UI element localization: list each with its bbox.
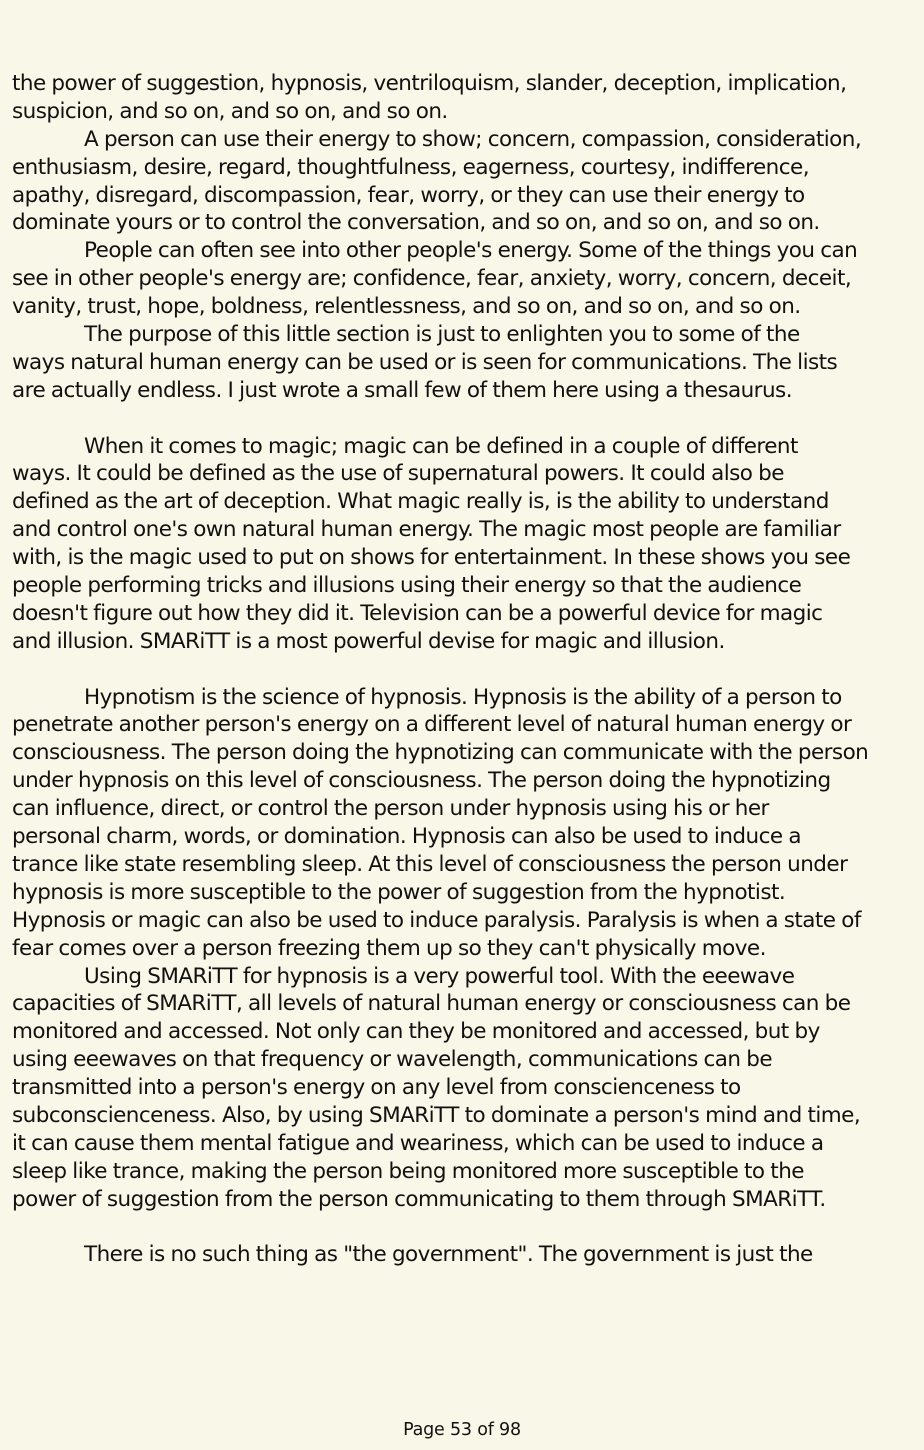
- text-line: personal charm, words, or domination. Hypnosis can also be used to induce a: [12, 824, 801, 850]
- paragraph-spacer: [12, 1214, 912, 1242]
- text-line: vanity, trust, hope, boldness, relentlessness, and so on, and so on, and so on.: [12, 294, 801, 320]
- text-line: dominate yours or to control the conversation, and so on, and so on, and so on.: [12, 210, 820, 236]
- text-line: trance like state resembling sleep. At this level of consciousness the person under: [12, 851, 848, 877]
- paragraph: [12, 1241, 912, 1269]
- text-line: There is no such thing as "the government". The government is just the: [84, 1242, 813, 1268]
- paragraph: [12, 237, 912, 321]
- paragraph: [12, 126, 912, 238]
- text-line: transmitted into a person's energy on any level from conscienceness to: [12, 1075, 741, 1101]
- text-line: Hypnosis or magic can also be used to induce paralysis. Paralysis is when a state of: [12, 907, 861, 933]
- paragraph: [12, 684, 912, 963]
- text-line: penetrate another person's energy on a different level of natural human energy or: [12, 712, 852, 738]
- text-line: monitored and accessed. Not only can they be monitored and accessed, but by: [12, 1019, 820, 1045]
- text-line: suspicion, and so on, and so on, and so on.: [12, 98, 448, 124]
- paragraph: [12, 321, 912, 405]
- text-line: the power of suggestion, hypnosis, ventriloquism, slander, deception, implication,: [12, 71, 847, 96]
- text-line: and illusion. SMARiTT is a most powerful devise for magic and illusion.: [12, 628, 725, 654]
- text-line: sleep like trance, making the person being monitored more susceptible to the: [12, 1158, 804, 1184]
- text-line: consciousness. The person doing the hypnotizing can communicate with the person: [12, 740, 869, 766]
- text-line: A person can use their energy to show; concern, compassion, consideration,: [84, 126, 862, 152]
- text-line: fear comes over a person freezing them up so they can't physically move.: [12, 935, 766, 961]
- text-line: power of suggestion from the person communicating to them through SMARiTT.: [12, 1186, 826, 1212]
- text-line: using eeewaves on that frequency or wavelength, communications can be: [12, 1047, 773, 1073]
- paragraph: [12, 433, 912, 656]
- paragraph: [12, 70, 912, 126]
- paragraph: [12, 963, 912, 1214]
- page-number-footer: Page 53 of 98: [403, 1420, 521, 1440]
- text-line: doesn't figure out how they did it. Television can be a powerful device for magic: [12, 600, 823, 626]
- text-line: ways. It could be defined as the use of supernatural powers. It could also be: [12, 461, 784, 487]
- text-line: apathy, disregard, discompassion, fear, worry, or they can use their energy to: [12, 182, 805, 208]
- text-line: with, is the magic used to put on shows for entertainment. In these shows you see: [12, 545, 851, 571]
- paragraph-spacer: [12, 656, 912, 684]
- document-body: [12, 70, 912, 1269]
- text-line: it can cause them mental fatigue and weariness, which can be used to induce a: [12, 1130, 824, 1156]
- text-line: can influence, direct, or control the person under hypnosis using his or her: [12, 796, 769, 822]
- text-line: under hypnosis on this level of consciousness. The person doing the hypnotizing: [12, 768, 831, 794]
- text-line: and control one's own natural human energy. The magic most people are familiar: [12, 517, 841, 543]
- text-line: Hypnotism is the science of hypnosis. Hypnosis is the ability of a person to: [84, 684, 842, 710]
- text-line: enthusiasm, desire, regard, thoughtfulness, eagerness, courtesy, indifference,: [12, 154, 809, 180]
- text-line: see in other people's energy are; confidence, fear, anxiety, worry, concern, deceit,: [12, 266, 852, 292]
- text-line: hypnosis is more susceptible to the power of suggestion from the hypnotist.: [12, 879, 786, 905]
- text-line: Using SMARiTT for hypnosis is a very powerful tool. With the eeewave: [84, 963, 795, 989]
- text-line: capacities of SMARiTT, all levels of natural human energy or consciousness can be: [12, 991, 851, 1017]
- text-line: People can often see into other people's energy. Some of the things you can: [84, 238, 858, 264]
- text-line: The purpose of this little section is just to enlighten you to some of the: [84, 322, 800, 348]
- text-line: are actually endless. I just wrote a small few of them here using a thesaurus.: [12, 377, 792, 403]
- text-line: ways natural human energy can be used or is seen for communications. The lists: [12, 349, 838, 375]
- text-line: people performing tricks and illusions using their energy so that the audience: [12, 573, 802, 599]
- text-line: subconscienceness. Also, by using SMARiTT to dominate a person's mind and time,: [12, 1102, 861, 1128]
- paragraph-spacer: [12, 405, 912, 433]
- text-line: When it comes to magic; magic can be defined in a couple of different: [84, 433, 798, 459]
- text-line: defined as the art of deception. What magic really is, is the ability to understand: [12, 489, 829, 515]
